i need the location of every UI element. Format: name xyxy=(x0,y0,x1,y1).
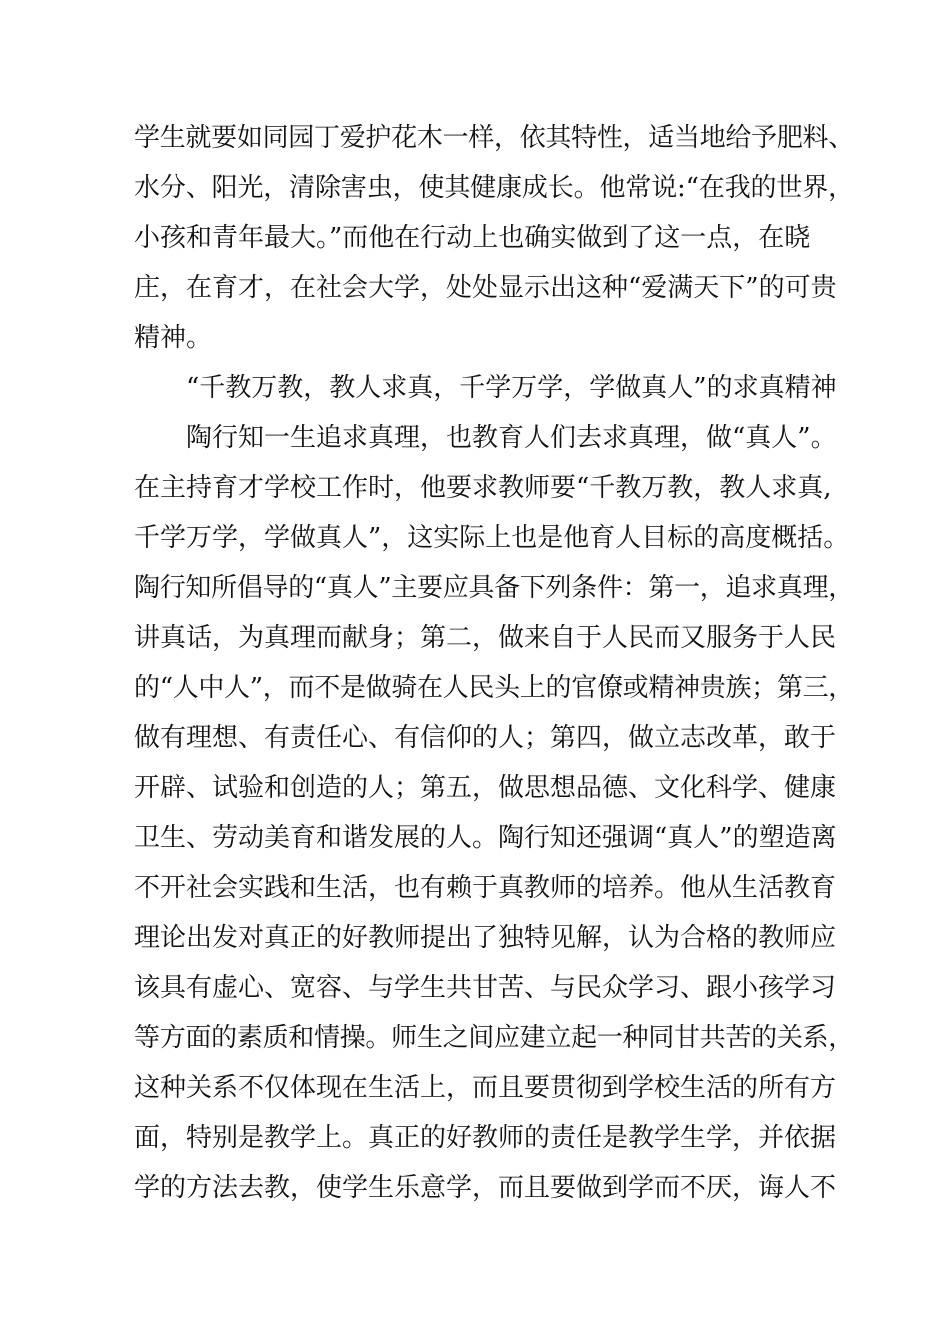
body-text xyxy=(134,113,854,1213)
text-line: 学的方法去教，使学生乐意学，而且要做到学而不厌，诲人不 xyxy=(134,1173,837,1203)
paragraph-first-line: 陶行知一生追求真理，也教育人们去求真理，做“真人”。 xyxy=(186,423,837,453)
text-line: 讲真话，为真理而献身；第二，做来自于人民而又服务于人民 xyxy=(134,623,837,653)
text-line: 开辟、试验和创造的人；第五，做思想品德、文化科学、健康 xyxy=(134,773,837,803)
text-line: 不开社会实践和生活，也有赖于真教师的培养。他从生活教育 xyxy=(134,873,837,903)
text-line: 这种关系不仅体现在生活上，而且要贯彻到学校生活的所有方 xyxy=(134,1073,837,1103)
text-line: 在主持育才学校工作时，他要求教师要“千教万教，教人求真, xyxy=(134,473,832,503)
text-line: 陶行知所倡导的“真人”主要应具备下列条件：第一，追求真理， xyxy=(134,573,854,603)
text-line: 卫生、劳动美育和谐发展的人。陶行知还强调“真人”的塑造离 xyxy=(134,823,837,853)
text-line: 庄，在育才，在社会大学，处处显示出这种“爱满天下”的可贵 xyxy=(134,273,837,303)
text-line: 做有理想、有责任心、有信仰的人；第四，做立志改革，敢于 xyxy=(134,723,837,753)
section-heading: “千教万教，教人求真，千学万学，学做真人”的求真精神 xyxy=(186,373,837,403)
text-line: 学生就要如同园丁爱护花木一样，依其特性，适当地给予肥料、 xyxy=(134,123,854,153)
text-line: 水分、阳光，清除害虫，使其健康成长。他常说:“在我的世界， xyxy=(134,173,854,203)
text-line: 的“人中人”，而不是做骑在人民头上的官僚或精神贵族；第三， xyxy=(134,673,854,703)
text-line: 小孩和青年最大。”而他在行动上也确实做到了这一点，在晓 xyxy=(134,223,811,253)
text-line: 千学万学，学做真人”，这实际上也是他育人目标的高度概括。 xyxy=(134,523,850,553)
text-line: 面，特别是教学上。真正的好教师的责任是教学生学，并依据 xyxy=(134,1123,837,1153)
text-line: 该具有虚心、宽容、与学生共甘苦、与民众学习、跟小孩学习 xyxy=(134,973,837,1003)
text-line: 等方面的素质和情操。师生之间应建立起一种同甘共苦的关系， xyxy=(134,1023,854,1053)
text-line: 精神。 xyxy=(134,323,213,353)
text-line: 理论出发对真正的好教师提出了独特见解，认为合格的教师应 xyxy=(134,923,837,953)
